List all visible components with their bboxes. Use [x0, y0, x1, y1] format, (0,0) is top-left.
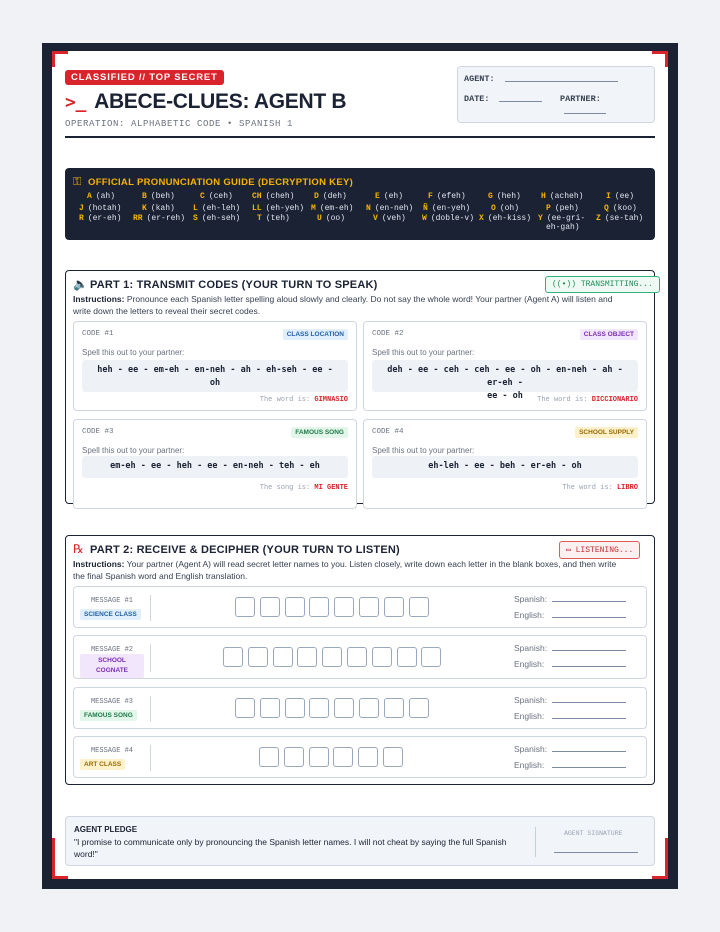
key-letter: U [317, 214, 322, 223]
date-field[interactable] [499, 101, 542, 102]
key-letter: J [79, 204, 84, 213]
letter-box[interactable] [409, 698, 429, 718]
key-entry [87, 192, 115, 201]
key-letter: Y [538, 214, 543, 223]
key-pronunciation: (ee-gri- [546, 214, 586, 223]
letter-box[interactable] [334, 597, 354, 617]
message-divider [150, 644, 151, 672]
english-answer-field[interactable] [552, 666, 626, 667]
letter-box[interactable] [372, 647, 392, 667]
spanish-label: Spanish: [514, 594, 548, 604]
key-pronunciation: (veh) [381, 214, 406, 223]
key-entry [541, 192, 583, 201]
letter-box[interactable] [235, 698, 255, 718]
key-letter: H [541, 192, 546, 201]
english-answer-field[interactable] [552, 767, 626, 768]
date-label: DATE: [464, 94, 490, 104]
code-category-tag: SCHOOL SUPPLY [575, 427, 638, 438]
key-entry [491, 204, 519, 213]
part1-title: PART 1: TRANSMIT CODES (YOUR TURN TO SPEAK) [90, 279, 378, 291]
message-row [73, 586, 647, 628]
key-pronunciation: (en-neh) [374, 204, 414, 213]
answer-label: The word is: [537, 396, 588, 404]
letter-box[interactable] [273, 647, 293, 667]
answer-line [537, 396, 638, 404]
agent-pledge [65, 816, 655, 866]
key-entry [252, 204, 304, 213]
signature-label: AGENT SIGNATURE [564, 830, 623, 837]
letter-box[interactable] [409, 597, 429, 617]
part2-instructions [73, 558, 616, 570]
part1-instructions-cont: write down the letters to reveal their secret codes. [73, 306, 261, 316]
spell-instruction: Spell this out to your partner: [372, 446, 475, 455]
letter-box[interactable] [383, 747, 403, 767]
transmitting-status-text: TRANSMITTING... [580, 280, 653, 289]
letter-box[interactable] [384, 597, 404, 617]
code-card [363, 419, 647, 509]
code-number: CODE #2 [372, 330, 404, 338]
english-answer-field[interactable] [552, 718, 626, 719]
phonetic-code [82, 360, 348, 392]
code-card [363, 321, 647, 411]
letter-box[interactable] [347, 647, 367, 667]
key-icon: ⚿ [73, 176, 82, 188]
key-letter: N [366, 204, 371, 213]
letter-box[interactable] [397, 647, 417, 667]
key-letter: E [375, 192, 380, 201]
letter-box[interactable] [334, 698, 354, 718]
letter-box[interactable] [223, 647, 243, 667]
key-letter: LL [252, 204, 262, 213]
phonetic-code [82, 456, 348, 478]
key-pronunciation: (efeh) [436, 192, 466, 201]
spanish-label: Spanish: [514, 695, 548, 705]
key-pronunciation: (heh) [496, 192, 521, 201]
answer-line [562, 484, 638, 492]
key-pronunciation: (ah) [95, 192, 116, 201]
letter-box[interactable] [297, 647, 317, 667]
key-letter: O [491, 204, 496, 213]
key-pronunciation: (eh-leh) [201, 204, 241, 213]
key-pronunciation: (teh) [265, 214, 290, 223]
key-entry [422, 214, 474, 223]
code-number: CODE #4 [372, 428, 404, 436]
phonetic-line1: em-eh - ee - heh - ee - en-neh - teh - eh [110, 461, 320, 471]
english-label: English: [514, 610, 545, 620]
part1-instructions-line1: Pronounce each Spanish letter spelling aloud slowly and clearly. Do not say the whole word! Your partner (Agent A) will listen and [126, 294, 613, 304]
key-pronunciation: (se-tah) [604, 214, 644, 223]
header-divider [65, 136, 655, 138]
page-title-text: ABECE-CLUES: AGENT B [94, 90, 347, 113]
key-entry [538, 214, 585, 223]
message-row [73, 635, 647, 679]
key-entry [479, 214, 531, 223]
pledge-divider [535, 827, 536, 857]
key-letter: C [200, 192, 205, 201]
key-entry [606, 192, 634, 201]
operation-subtitle: OPERATION: ALPHABETIC CODE • SPANISH 1 [65, 119, 294, 129]
pledge-line1: "I promise to communicate only by pronouncing the Spanish letter names. I will not cheat by saying the full Spanish [74, 837, 507, 847]
key-pronunciation: (er-reh) [146, 214, 186, 223]
key-letter: Z [596, 214, 601, 223]
part1-instructions-label: Instructions: [73, 294, 125, 304]
key-entry [193, 204, 240, 213]
letter-box[interactable] [309, 597, 329, 617]
letter-box[interactable] [248, 647, 268, 667]
ear-icon: ℞ [73, 542, 84, 556]
key-entry [311, 204, 353, 213]
key-entry [314, 192, 347, 201]
key-entry [488, 192, 521, 201]
key-letter: T [257, 214, 262, 223]
letter-box[interactable] [260, 597, 280, 617]
corner-mark-bottom-right-foot [652, 876, 668, 879]
key-entry [546, 204, 579, 213]
key-letter: CH [252, 192, 262, 201]
message-category-tag [80, 654, 144, 678]
key-entry [375, 192, 403, 201]
partner-field[interactable] [564, 113, 606, 114]
key-letter: L [193, 204, 198, 213]
key-entry [79, 214, 121, 223]
english-label: English: [514, 711, 545, 721]
spell-instruction: Spell this out to your partner: [82, 348, 185, 357]
phonetic-line2: ee - oh [487, 391, 523, 401]
key-entry [373, 214, 406, 223]
key-letter: K [142, 204, 147, 213]
key-pronunciation: (ee) [614, 192, 635, 201]
key-letter: S [193, 214, 198, 223]
spanish-label: Spanish: [514, 744, 548, 754]
spanish-answer-field[interactable] [552, 601, 626, 602]
key-letter: D [314, 192, 319, 201]
key-entry [604, 204, 637, 213]
key-entry [252, 192, 294, 201]
message-divider [150, 696, 151, 722]
key-entry [596, 214, 643, 223]
message-label: MESSAGE #3 [90, 698, 133, 706]
key-letter: X [479, 214, 484, 223]
key-letter: R [79, 214, 84, 223]
message-tag-line1: SCHOOL [98, 657, 126, 664]
phonetic-line2: oh [209, 378, 221, 388]
letter-box[interactable] [359, 698, 379, 718]
key-pronunciation: (hotah) [87, 204, 122, 213]
english-label: English: [514, 760, 545, 770]
letter-box[interactable] [284, 747, 304, 767]
answer-word: LIBRO [616, 484, 638, 492]
letter-box[interactable] [235, 597, 255, 617]
letter-box[interactable] [260, 698, 280, 718]
key-entry [142, 192, 175, 201]
key-pronunciation: (eh-yeh) [265, 204, 305, 213]
part1-instructions [73, 293, 612, 305]
message-label: MESSAGE #4 [90, 747, 133, 755]
key-entry [428, 192, 466, 201]
letter-box[interactable] [259, 747, 279, 767]
spanish-answer-field[interactable] [552, 650, 626, 651]
signature-field[interactable] [554, 852, 638, 853]
letter-box[interactable] [384, 698, 404, 718]
answer-line [260, 396, 348, 404]
agent-name-field[interactable] [505, 81, 618, 82]
spanish-answer-field[interactable] [552, 751, 626, 752]
pronunciation-guide-title: OFFICIAL PRONUNCIATION GUIDE (DECRYPTION KEY) [88, 177, 354, 188]
message-tag-line2: COGNATE [95, 667, 129, 674]
part2-instructions-line1: Your partner (Agent A) will read secret letter names to you. Listen closely, write down each letter in the blank boxes, and then write [126, 559, 617, 569]
key-letter: RR [133, 214, 143, 223]
answer-word: DICCIONARIO [591, 396, 638, 404]
key-entry [133, 214, 185, 223]
answer-label: The song is: [259, 484, 311, 492]
pledge-heading: AGENT PLEDGE [74, 825, 138, 834]
key-y-continuation: eh-gah) [546, 223, 580, 232]
key-entry [200, 192, 233, 201]
code-category-tag: FAMOUS SONG [291, 427, 348, 438]
pledge-text [74, 836, 534, 860]
spanish-label: Spanish: [514, 643, 548, 653]
key-letter: P [546, 204, 551, 213]
key-pronunciation: (koo) [612, 204, 637, 213]
key-entry [366, 204, 413, 213]
key-pronunciation: (eh-kiss) [487, 214, 532, 223]
message-row [73, 736, 647, 778]
key-entry [142, 204, 175, 213]
letter-box[interactable] [333, 747, 353, 767]
code-category-tag: CLASS OBJECT [580, 329, 638, 340]
code-number: CODE #3 [82, 428, 114, 436]
key-pronunciation: (ceh) [208, 192, 233, 201]
spell-instruction: Spell this out to your partner: [82, 446, 185, 455]
letter-box[interactable] [359, 597, 379, 617]
key-pronunciation: (acheh) [549, 192, 584, 201]
phonetic-line1: eh-leh - ee - beh - er-eh - oh [428, 461, 582, 471]
code-category-tag: CLASS LOCATION [283, 329, 348, 340]
corner-mark-top-right [652, 51, 668, 67]
message-category-tag: SCIENCE CLASS [80, 609, 141, 620]
answer-word: GIMNASIO [314, 396, 348, 404]
classified-badge: CLASSIFIED // TOP SECRET [65, 70, 224, 85]
key-letter: A [87, 192, 92, 201]
key-letter: B [142, 192, 147, 201]
letter-box[interactable] [285, 597, 305, 617]
agent-label: AGENT: [464, 74, 495, 84]
corner-mark-top-left [52, 51, 68, 67]
key-pronunciation: (beh) [150, 192, 175, 201]
phonetic-line1: heh - ee - em-eh - en-neh - ah - eh-seh - ee - [97, 365, 333, 375]
part2-title: PART 2: RECEIVE & DECIPHER (YOUR TURN TO LISTEN) [90, 544, 400, 556]
corner-mark-bottom-left [52, 838, 55, 878]
listening-status-text: LISTENING... [575, 546, 634, 555]
letter-box[interactable] [421, 647, 441, 667]
message-category-tag: ART CLASS [80, 759, 125, 770]
phonetic-code [372, 456, 638, 478]
answer-label: The word is: [259, 396, 311, 404]
spanish-answer-field[interactable] [552, 702, 626, 703]
key-pronunciation: (oo) [325, 214, 346, 223]
speaker-icon: 🔈 [73, 277, 88, 291]
message-divider [150, 745, 151, 771]
message-category-tag: FAMOUS SONG [80, 710, 137, 721]
agent-info-box [457, 66, 655, 123]
corner-mark-bottom-left-foot [52, 876, 68, 879]
page-title [65, 90, 346, 114]
key-pronunciation: (cheh) [265, 192, 295, 201]
message-label: MESSAGE #1 [90, 597, 133, 605]
key-letter: F [428, 192, 433, 201]
key-pronunciation: (eh) [383, 192, 404, 201]
message-label: MESSAGE #2 [90, 646, 133, 654]
terminal-prompt-icon: >_ [65, 92, 87, 113]
answer-word: MI GENTE [314, 484, 348, 492]
key-letter: Q [604, 204, 609, 213]
letter-box[interactable] [285, 698, 305, 718]
key-pronunciation: (kah) [150, 204, 175, 213]
code-card [73, 419, 357, 509]
listening-status: ▭ LISTENING... [559, 541, 640, 559]
message-divider [150, 595, 151, 621]
pledge-line2: word!" [74, 849, 98, 859]
corner-mark-bottom-right [665, 838, 668, 878]
key-letter: M [311, 204, 316, 213]
key-pronunciation: (en-yeh) [431, 204, 471, 213]
key-pronunciation: (em-eh) [319, 204, 354, 213]
key-pronunciation: (doble-v) [430, 214, 475, 223]
key-pronunciation: (eh-seh) [201, 214, 241, 223]
key-entry [317, 214, 345, 223]
key-entry [193, 214, 240, 223]
key-pronunciation: (peh) [554, 204, 579, 213]
phonetic-line1: deh - ee - ceh - ceh - ee - oh - en-neh - ah - er-eh - [387, 365, 623, 388]
key-letter: Ñ [423, 204, 428, 213]
partner-label: PARTNER: [560, 94, 601, 104]
key-entry [257, 214, 290, 223]
letter-box[interactable] [309, 747, 329, 767]
key-pronunciation: (deh) [322, 192, 347, 201]
key-entry [79, 204, 121, 213]
key-pronunciation: (oh) [499, 204, 520, 213]
answer-line [260, 484, 348, 492]
key-letter: G [488, 192, 493, 201]
key-entry [423, 204, 470, 213]
part2-instructions-cont: the final Spanish word and English translation. [73, 571, 248, 581]
letter-box[interactable] [309, 698, 329, 718]
english-label: English: [514, 659, 545, 669]
key-pronunciation: (er-eh) [87, 214, 122, 223]
message-row [73, 687, 647, 729]
transmitting-status: ((•)) TRANSMITTING... [545, 276, 660, 293]
key-letter: W [422, 214, 427, 223]
key-letter: I [606, 192, 611, 201]
code-card [73, 321, 357, 411]
english-answer-field[interactable] [552, 617, 626, 618]
letter-box[interactable] [358, 747, 378, 767]
spell-instruction: Spell this out to your partner: [372, 348, 475, 357]
part2-instructions-label: Instructions: [73, 559, 125, 569]
key-letter: V [373, 214, 378, 223]
letter-box[interactable] [322, 647, 342, 667]
code-number: CODE #1 [82, 330, 114, 338]
answer-label: The word is: [562, 484, 613, 492]
